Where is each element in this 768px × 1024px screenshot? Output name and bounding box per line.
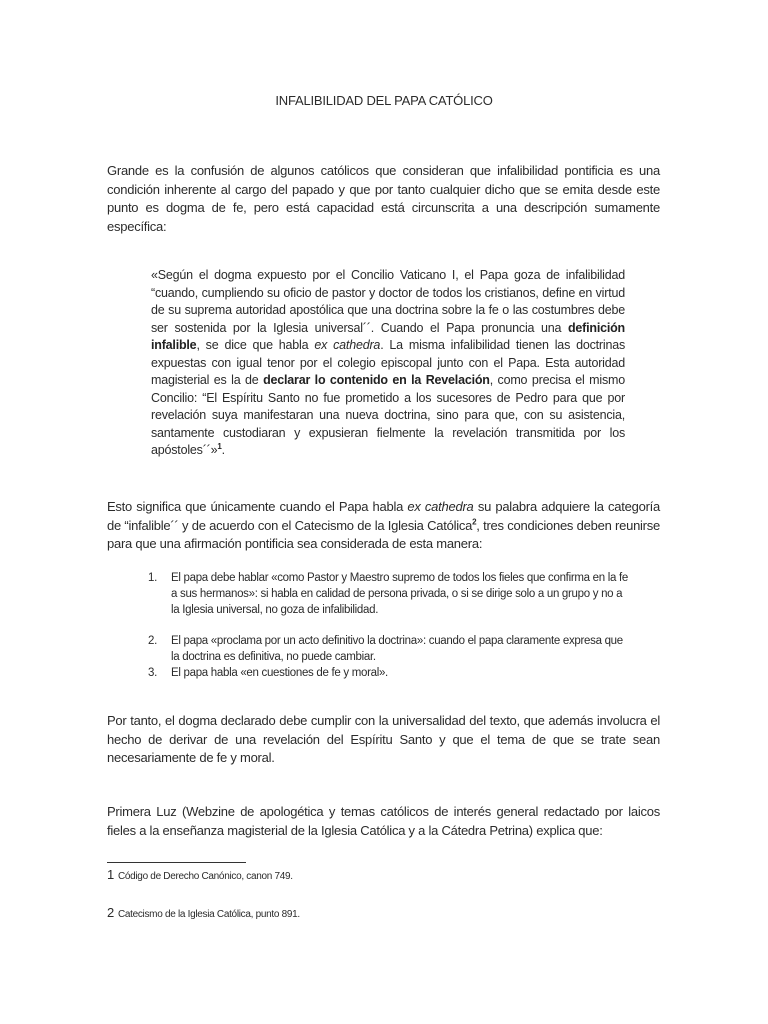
p2-text-3: , tres condiciones deben reunirse para que una afirmación pontificia sea considerada de esta manera: (107, 517, 660, 551)
list-item (148, 665, 628, 681)
list-item-text: El papa debe hablar «como Pastor y Maestro supremo de todos los fieles que confirma en la fe a sus hermanos»: si habla en calidad de persona privada, o si se dirige solo a un grupo y no a la Iglesia universal, no goza de infalibilidad. (171, 572, 628, 616)
quote-bold-definicion: definición infalible (151, 320, 625, 352)
list-number: 1. (148, 572, 157, 584)
primera-luz-paragraph: Primera Luz (Webzine de apologética y temas católicos de interés general redactado por laicos fieles a la enseñanza magisterial de la Iglesia Católica y a la Cátedra Petrina) explica que: (107, 804, 660, 838)
quote-text-4: , como precisa el mismo Concilio: “El Espíritu Santo no fue prometido a los sucesores de Pedro para que por revelación suya manifestaran una nueva doctrina, sino para que, con su asistencia, santamente custodiaran y expusieran fielmente la revelación transmitida por los apóstoles´´» (151, 373, 625, 457)
footnote-text: Código de Derecho Canónico, canon 749. (117, 871, 293, 882)
quote-text-1: «Según el dogma expuesto por el Concilio Vaticano I, el Papa goza de infalibilidad “cuando, cumpliendo su oficio de pastor y doctor de todos los cristianos, define en virtud de su suprema autoridad apostólica que una doctrina sobre la fe o las costumbres debe ser sostenida por la Iglesia universal´´. Cuando el Papa pronuncia una (151, 268, 625, 335)
list-item (148, 633, 628, 665)
quote-text-3: . La misma infalibilidad tienen las doctrinas expuestas con igual tenor por el colegio episcopal junto con el Papa. Esta autoridad magisterial es la de (151, 338, 626, 387)
list-number: 2. (148, 635, 157, 647)
p2-italic-ex-cathedra: ex cathedra (407, 499, 474, 514)
list-number: 3. (148, 667, 157, 679)
conclusion-paragraph: Por tanto, el dogma declarado debe cumplir con la universalidad del texto, que además involucra el hecho de derivar de una revelación del Espíritu Santo y que el tema de que se trate sean necesariamente de fe y moral. (107, 713, 660, 765)
document-title: INFALIBILIDAD DEL PAPA CATÓLICO (275, 93, 493, 108)
footnote-mark: 1 (107, 867, 114, 882)
footnote-1 (107, 867, 293, 882)
quote-end: . (221, 443, 225, 457)
footnote-ref-2[interactable]: 2 (472, 517, 477, 527)
quote-text-2: , se dice que habla (196, 338, 315, 352)
list-item (148, 570, 628, 618)
list-item-text: El papa «proclama por un acto definitivo la doctrina»: cuando el papa claramente expresa que la doctrina es definitiva, no puede cambiar. (171, 635, 623, 663)
quote-bold-declarar: declarar lo contenido en la Revelación (263, 373, 490, 387)
footnote-mark: 2 (107, 905, 114, 920)
footnote-2 (107, 905, 300, 920)
block-quote (151, 267, 625, 460)
paragraph-ex-cathedra (107, 498, 660, 554)
quote-italic-ex-cathedra: ex cathedra (314, 338, 381, 352)
footnote-ref-1[interactable]: 1 (217, 441, 222, 451)
footnote-divider (107, 862, 246, 863)
footnote-text: Catecismo de la Iglesia Católica, punto 891. (117, 909, 300, 920)
list-item-text: El papa habla «en cuestiones de fe y moral». (171, 667, 388, 679)
conditions-list (148, 570, 628, 681)
intro-paragraph: Grande es la confusión de algunos católicos que consideran que infalibilidad pontificia es una condición inherente al cargo del papado y que por tanto cualquier dicho que se emita desde este punto es dogma de fe, pero está capacidad está circunscrita a una descripción sumamente específica: (107, 163, 660, 234)
p2-text-1: Esto significa que únicamente cuando el Papa habla (107, 499, 408, 514)
p2-text-2: su palabra adquiere la categoría de “infalible´´ y de acuerdo con el Catecismo de la Iglesia Católica (107, 499, 661, 533)
